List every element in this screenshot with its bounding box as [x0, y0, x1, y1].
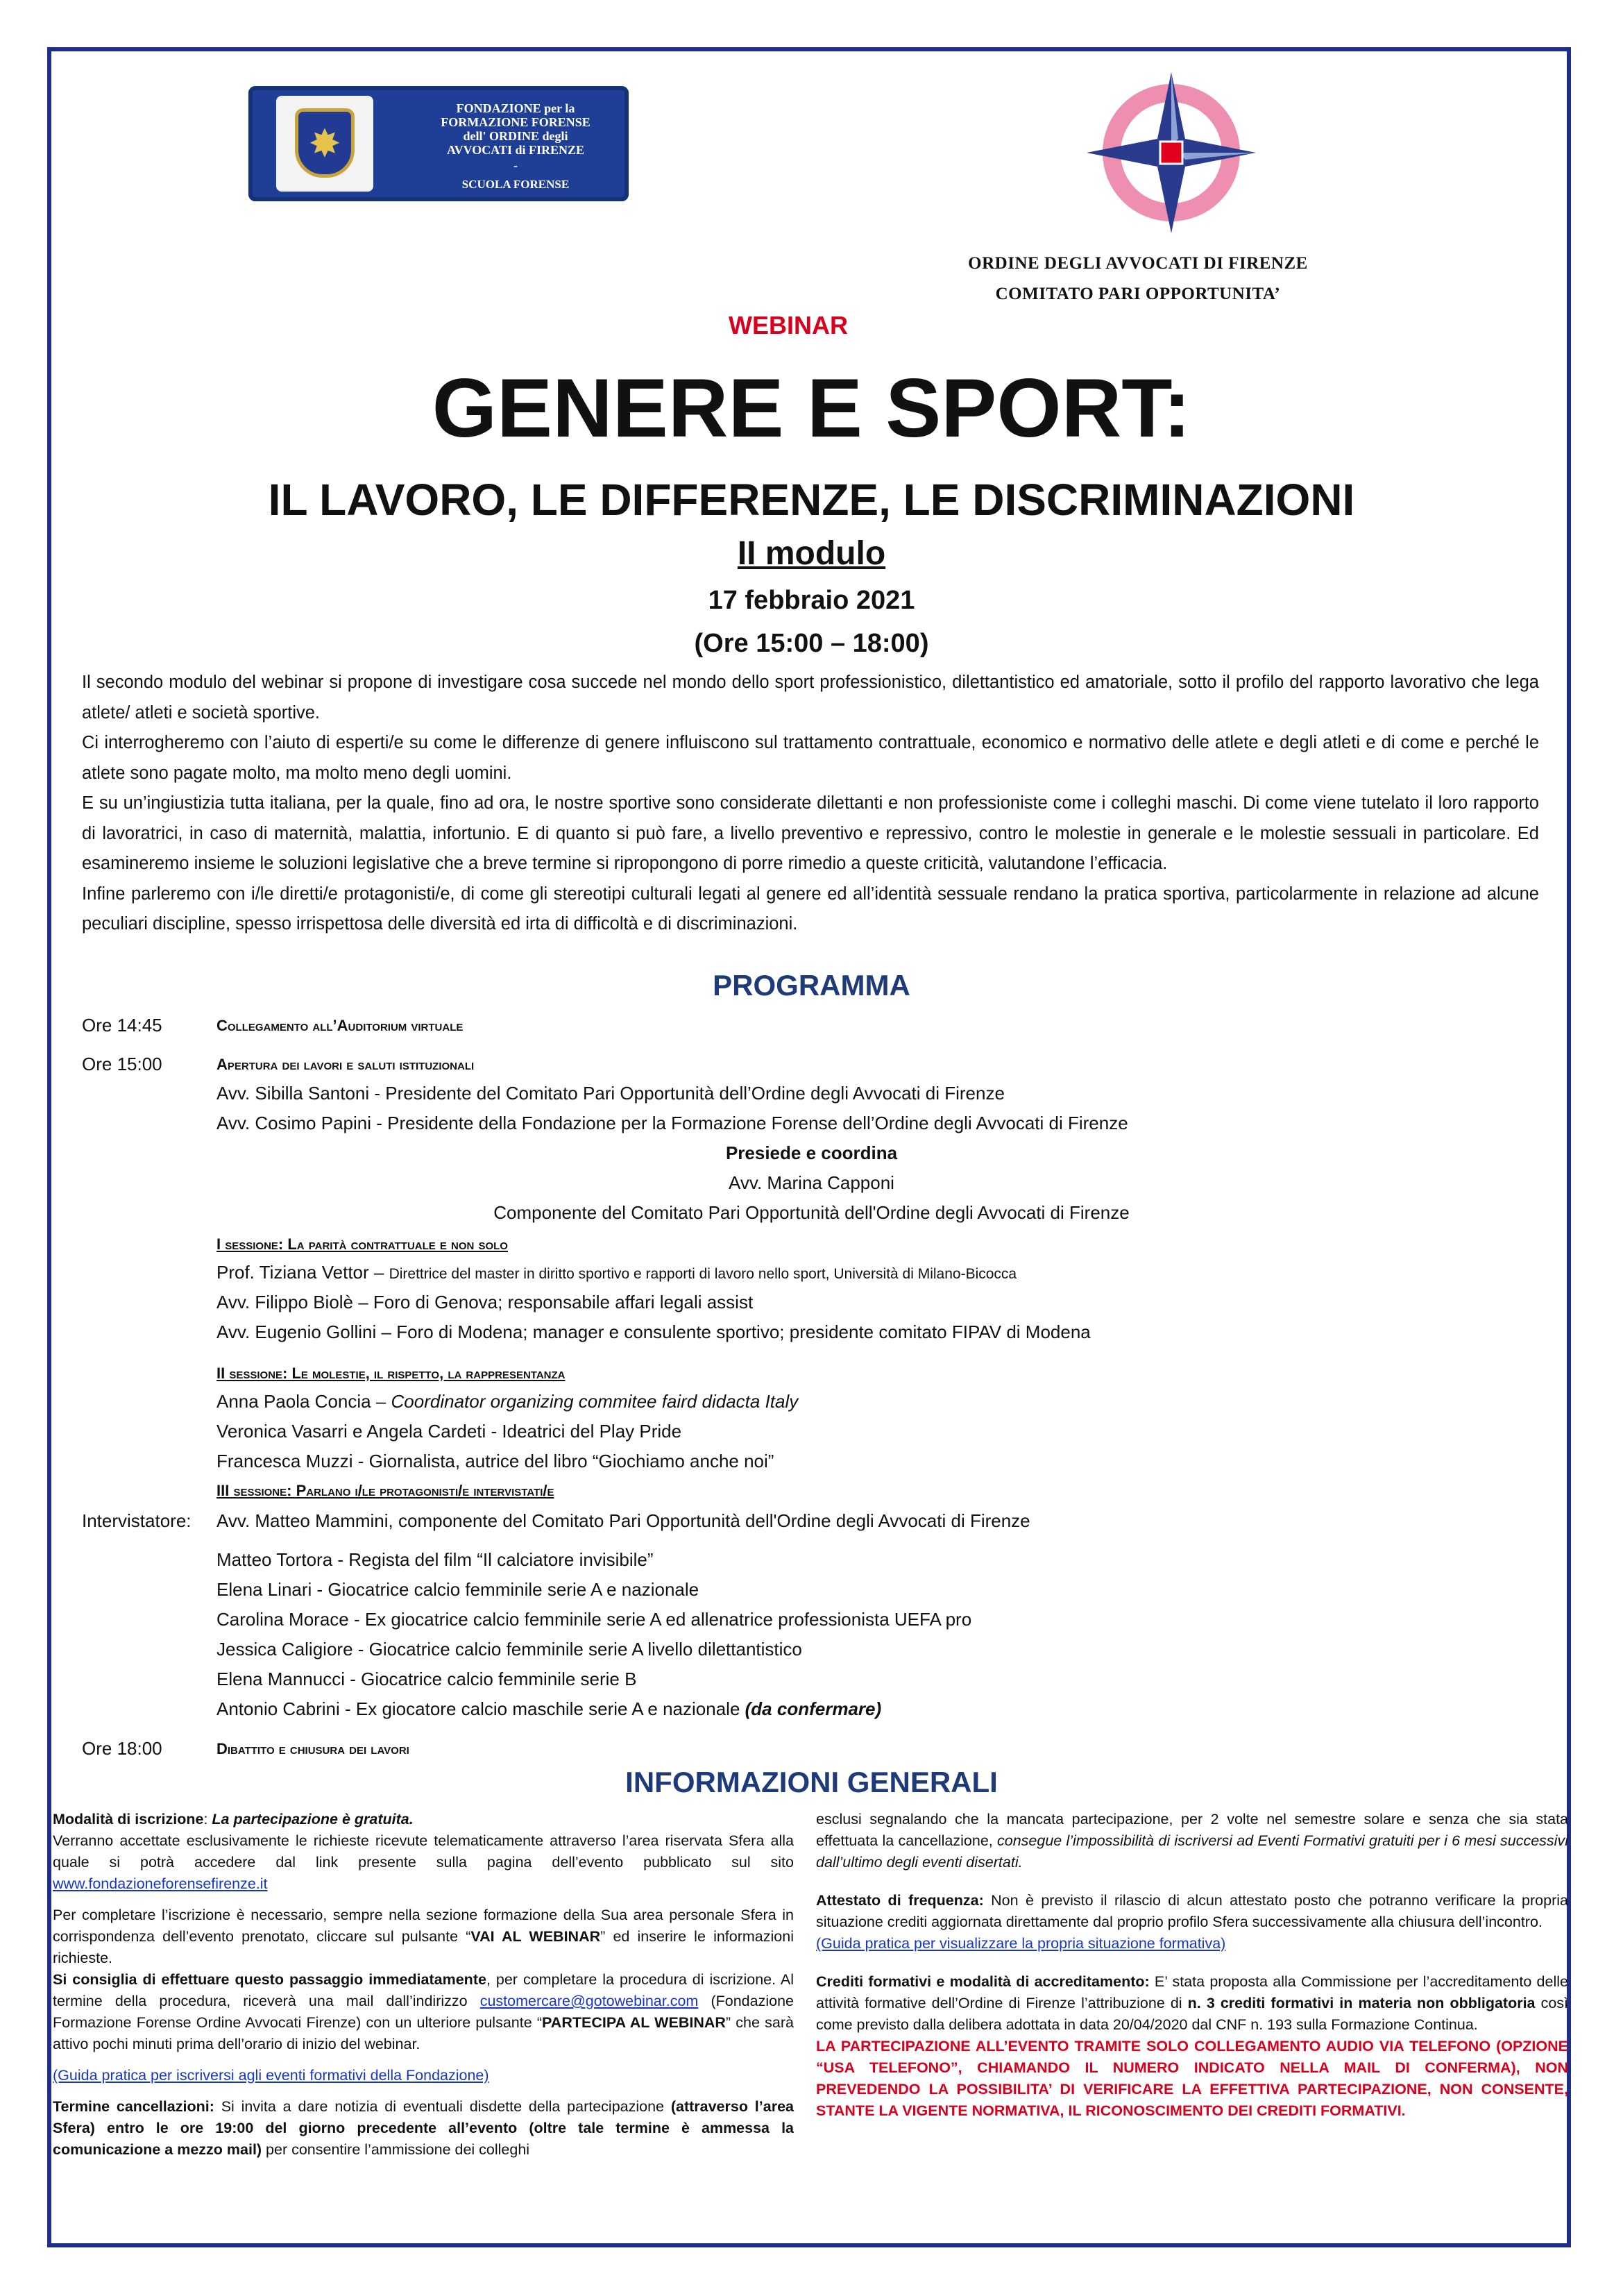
info-left-column: [53, 1809, 794, 2170]
guest: Carolina Morace - Ex giocatrice calcio femminile serie A ed allenatrice professionista UEFA pro: [216, 1609, 972, 1630]
site-link[interactable]: www.fondazioneforensefirenze.it: [53, 1875, 268, 1892]
cancellation-text: esclusi segnalando che la mancata partecipazione, per 2 volte nel semestre solare e senza che sia stata effettuata la cancellazione,: [816, 1811, 1568, 1849]
info-right-column: [816, 1809, 1568, 2132]
logo-line: FORMAZIONE FORENSE: [441, 115, 590, 129]
cancellation-continued: [816, 1809, 1568, 1873]
registration-value: La partecipazione è gratuita.: [212, 1811, 414, 1827]
program-heading: PROGRAMMA: [713, 969, 910, 1002]
credits-bold: n. 3 crediti formativi in materia non obbligatoria: [1187, 1995, 1536, 2011]
intro-paragraph: E su un’ingiustizia tutta italiana, per la quale, fino ad ora, le nostre sportive sono considerate dilettanti e non professioniste come i colleghi maschi. Di come viene tutelato il loro rapporto di lavoratrici, in caso di maternità, malattia, infortunio. E di quanto si può fare, a livello preventivo e repressivo, contro le molestie in generale e le molestie sessuali in particolare. Ed esamineremo insieme le soluzioni legislative che a breve termine si ripropongono di porre rimedio a queste criticità, valutandone l’efficacia.: [82, 793, 1539, 873]
logo-line: dell' ORDINE degli: [463, 129, 568, 143]
logo-line: FONDAZIONE per la: [456, 101, 575, 115]
advice-bold: Si consiglia di effettuare questo passaggio immediatamente: [53, 1971, 486, 1988]
time-label: Ore 14:45: [82, 1015, 162, 1036]
session-title: III sessione: Parlano i/le protagonisti/e intervistati/e: [216, 1482, 554, 1499]
interviewer: Avv. Matteo Mammini, componente del Comitato Pari Opportunità dell'Ordine degli Avvocati di Firenze: [216, 1510, 1030, 1531]
program-entry: Apertura dei lavori e saluti istituzionali: [216, 1056, 475, 1073]
intro-paragraph: Infine parleremo con i/le diretti/e protagonisti/e, di come gli stereotipi culturali legati al genere ed all’identità sessuale rendano la pratica sportiva, particolarmente in relazione ad alcune peculiari discipline, spesso irrispettosa delle diversità ed irta di difficoltà e di discriminazioni.: [82, 884, 1539, 934]
guest: Elena Linari - Giocatrice calcio femminile serie A e nazionale: [216, 1579, 699, 1600]
credits-warning: LA PARTECIPAZIONE ALL’EVENTO TRAMITE SOLO COLLEGAMENTO AUDIO VIA TELEFONO (OPZIONE “USA TELEFONO”, CHIAMANDO IL NUMERO INDICATO NELLA MAIL DI CONFERMA), NON PREVEDENDO LA POSSIBILITA’ DI VERIFICARE LA EFFETTIVA PARTECIPAZIONE, NON CONSENTE, STANTE LA VIGENTE NORMATIVA, IL RICONOSCIMENTO DEI CREDITI FORMATIVI.: [816, 2038, 1568, 2119]
chair-heading: Presiede e coordina: [725, 1142, 898, 1163]
interviewer-label: Intervistatore:: [82, 1510, 192, 1531]
event-hours: (Ore 15:00 – 18:00): [694, 629, 929, 658]
program-entry: Dibattito e chiusura dei lavori: [216, 1740, 409, 1757]
cancellation-text: per consentire l’ammissione dei colleghi: [262, 2141, 530, 2158]
join-button-label: PARTECIPA AL WEBINAR: [542, 2014, 726, 2031]
guest: [216, 1697, 881, 1721]
cancellation-label: Termine cancellazioni:: [53, 2098, 214, 2115]
credits-info: [816, 1971, 1568, 2122]
advice-text: (Fondazione Formazione Forense Ordine Avvocati Firenze) con un ulteriore pulsante “: [53, 1993, 794, 2031]
registration-info: [53, 1809, 794, 1895]
event-type: WEBINAR: [729, 311, 848, 339]
page-title: GENERE E SPORT:: [432, 362, 1191, 455]
logo-line: SCUOLA FORENSE: [461, 178, 570, 191]
session-title: II sessione: Le molestie, il rispetto, la rappresentanza: [216, 1365, 566, 1382]
advice-text: ” che sarà attivo pochi minuti prima dell’orario di inizio del webinar.: [53, 2014, 794, 2052]
attendance-text: Non è previsto il rilascio di alcun attestato posto che potranno verificare la propria situazione crediti aggiornata direttamente dal proprio profilo Sfera successivamente alla chiusura dell’incontro.: [816, 1892, 1568, 1930]
logo-line: -: [513, 158, 518, 172]
chair-name: Avv. Marina Capponi: [729, 1172, 894, 1193]
intro-paragraph: Il secondo modulo del webinar si propone di investigare cosa succede nel mondo dello sport professionistico, dilettantistico ed amatoriale, sotto il profilo del rapporto lavorativo che lega atlete/ atleti e società sportive.: [82, 673, 1539, 723]
star-icon: ✸: [308, 121, 341, 165]
attendance-label: Attestato di frequenza:: [816, 1892, 984, 1909]
intro-text: [82, 668, 1539, 940]
guest-name: Antonio Cabrini - Ex giocatore calcio maschile serie A e nazionale: [216, 1698, 745, 1719]
speaker: Francesca Muzzi - Giornalista, autrice del libro “Giochiamo anche noi”: [216, 1451, 774, 1471]
shield-icon: [295, 108, 355, 178]
intro-paragraph: Ci interrogheremo con l’aiuto di esperti/e su come le differenze di genere influiscono sul trattamento contrattuale, economico e normativo delle atlete e degli atleti e di come e perché le atlete sono pagate molto, ma molto meno degli uomini.: [82, 733, 1539, 783]
guest: Jessica Caligiore - Giocatrice calcio femminile serie A livello dilettantistico: [216, 1639, 802, 1660]
speaker: Avv. Filippo Biolè – Foro di Genova; responsabile affari legali assist: [216, 1292, 754, 1312]
guide-link[interactable]: (Guida pratica per iscriversi agli eventi formativi della Fondazione): [53, 2067, 489, 2084]
speaker: Avv. Cosimo Papini - Presidente della Fondazione per la Formazione Forense dell’Ordine degli Avvocati di Firenze: [216, 1113, 1128, 1133]
time-label: Ore 18:00: [82, 1738, 162, 1759]
attendance-info: [816, 1890, 1568, 1955]
credits-text: E’ stata proposta alla Commissione per l’accreditamento delle attività formative dell’Ordine di Firenze l’attribuzione di: [816, 1973, 1568, 2011]
guide-paragraph: [53, 2065, 794, 2086]
session-title: I sessione: La parità contrattuale e non solo: [216, 1235, 508, 1253]
guide-link[interactable]: (Guida pratica per visualizzare la propria situazione formativa): [816, 1935, 1226, 1952]
org-name: ORDINE DEGLI AVVOCATI DI FIRENZE: [968, 254, 1308, 273]
speaker-role: Coordinator organizing commitee faird didacta Italy: [391, 1391, 799, 1412]
speaker-role: Direttrice del master in diritto sportivo e rapporti di lavoro nello sport, Università di Milano-Bicocca: [389, 1266, 1017, 1282]
logo-line: AVVOCATI di FIRENZE: [446, 143, 585, 157]
speaker: [216, 1390, 798, 1413]
committee-name: COMITATO PARI OPPORTUNITA’: [995, 285, 1281, 303]
cancellation-info: [53, 2096, 794, 2161]
completion-text: Per completare l’iscrizione è necessario, sempre nella sezione formazione della Sua area personale Sfera in corrispondenza dell’evento prenotato, cliccare sul pulsante “: [53, 1907, 794, 1945]
speaker-name: Anna Paola Concia –: [216, 1391, 391, 1412]
registration-label: Modalità di iscrizione: [53, 1811, 204, 1827]
compass-logo-icon: [1074, 69, 1268, 236]
event-date: 17 febbraio 2021: [708, 586, 915, 615]
email-link[interactable]: customercare@gotowebinar.com: [479, 1993, 699, 2009]
chair-role: Componente del Comitato Pari Opportunità dell'Ordine degli Avvocati di Firenze: [493, 1202, 1130, 1223]
page-subtitle: IL LAVORO, LE DIFFERENZE, LE DISCRIMINAZIONI: [268, 475, 1355, 525]
guest: Elena Mannucci - Giocatrice calcio femminile serie B: [216, 1669, 637, 1689]
credits-text: così come previsto dalla delibera adottata in data 20/04/2020 dal CNF n. 193 sulla Formazione Continua.: [816, 1995, 1569, 2033]
cancellation-text: Si invita a dare notizia di eventuali disdette della partecipazione: [214, 2098, 671, 2115]
guest-note: (da confermare): [745, 1698, 882, 1719]
program-entry: Collegamento all’Auditorium virtuale: [216, 1017, 464, 1034]
completion-text: ” ed inserire le informazioni richieste.: [53, 1928, 794, 1966]
cancellation-penalty: consegue l’impossibilità di iscriversi ad Eventi Formativi gratuiti per i 6 mesi successivi dall’ultimo degli eventi disertati.: [816, 1832, 1568, 1871]
speaker: Veronica Vasarri e Angela Cardeti - Ideatrici del Play Pride: [216, 1421, 682, 1442]
module-label: II modulo: [737, 535, 886, 572]
time-label: Ore 15:00: [82, 1054, 162, 1074]
info-heading: INFORMAZIONI GENERALI: [625, 1766, 998, 1798]
registration-text: Verranno accettate esclusivamente le richieste ricevute telematicamente attraverso l’area riservata Sfera alla quale si potrà accedere dal link presente sulla pagina dell’evento pubblicato sul sito: [53, 1832, 794, 1871]
speaker: Avv. Eugenio Gollini – Foro di Modena; manager e consulente sportivo; presidente comitato FIPAV di Modena: [216, 1322, 1091, 1342]
separator: :: [203, 1811, 212, 1827]
logo-badge: [276, 96, 373, 192]
completion-info: [53, 1905, 794, 2055]
advice-text: , per completare la procedura di iscrizione. Al termine della procedura, riceverà una mail dall’indirizzo: [53, 1971, 794, 2009]
webinar-button-label: VAI AL WEBINAR: [470, 1928, 601, 1945]
speaker-name: Prof. Tiziana Vettor –: [216, 1262, 389, 1283]
credits-label: Crediti formativi e modalità di accreditamento:: [816, 1973, 1150, 1990]
guest: Matteo Tortora - Regista del film “Il calciatore invisibile”: [216, 1549, 654, 1570]
speaker: Avv. Sibilla Santoni - Presidente del Comitato Pari Opportunità dell’Ordine degli Avvocati di Firenze: [216, 1083, 1005, 1104]
fondazione-logo: [248, 86, 629, 201]
cancellation-bold: (attraverso l’area Sfera) entro le ore 19:00 del giorno precedente all’evento (oltre tale termine è ammessa la comunicazione a mezzo mail): [53, 2098, 794, 2158]
logo-text: [422, 101, 609, 192]
speaker: [216, 1260, 1017, 1286]
